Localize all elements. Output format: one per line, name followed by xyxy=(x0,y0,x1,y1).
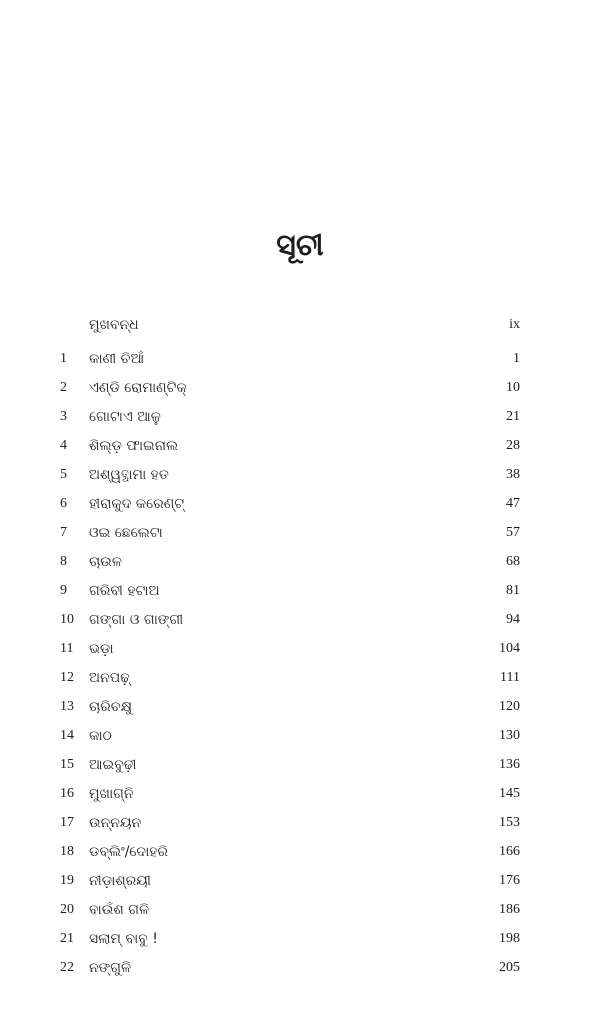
toc-entry-title: ସଲାମ୍ ବାବୁ ! xyxy=(89,931,158,947)
toc-entry-number: 5 xyxy=(60,467,67,482)
toc-entry-page: 28 xyxy=(506,438,520,453)
toc-row-17[interactable] xyxy=(0,810,600,836)
toc-row-11[interactable] xyxy=(0,636,600,662)
toc-entry-number: 4 xyxy=(60,438,67,453)
toc-entry-number: 1 xyxy=(60,351,67,366)
toc-entry-number: 10 xyxy=(60,612,74,627)
toc-entry-page: 198 xyxy=(499,931,520,946)
toc-entry-number: 17 xyxy=(60,815,74,830)
toc-entry-page: 81 xyxy=(506,583,520,598)
toc-entry-page: 57 xyxy=(506,525,520,540)
toc-row-6[interactable] xyxy=(0,491,600,517)
toc-entry-number: 15 xyxy=(60,757,74,772)
toc-entry-number: 18 xyxy=(60,844,74,859)
toc-entry-number: 8 xyxy=(60,554,67,569)
toc-entry-title: କାଣୀ ଚିଆଁ xyxy=(89,351,145,367)
toc-entry-number: 7 xyxy=(60,525,67,540)
toc-entry-title: ଡବ୍ଲିଂ/ଦୋହରି xyxy=(89,844,169,860)
toc-row-7[interactable] xyxy=(0,520,600,546)
toc-entry-title: ଶିଲ୍ଡ଼ ଫାଇନାଲ xyxy=(89,438,179,454)
toc-entry-title: ଉନ୍ନୟନ xyxy=(89,815,142,831)
toc-entry-title: ନୀଡ଼ାଶ୍ରୟୀ xyxy=(89,873,151,889)
toc-entry-page: 145 xyxy=(499,786,520,801)
toc-row-20[interactable] xyxy=(0,897,600,923)
toc-row-19[interactable] xyxy=(0,868,600,894)
toc-entry-number: 9 xyxy=(60,583,67,598)
toc-row-8[interactable] xyxy=(0,549,600,575)
toc-row-2[interactable] xyxy=(0,375,600,401)
toc-row-1[interactable] xyxy=(0,346,600,372)
toc-entry-page: 104 xyxy=(499,641,520,656)
toc-preface-row[interactable] xyxy=(0,312,600,338)
toc-entry-title: ଗରିବୀ ହଟାଅ xyxy=(89,583,160,599)
toc-entry-title: ହୀରାକୁଦ କରେଣ୍ଟ୍ xyxy=(89,496,185,512)
toc-entry-number: 3 xyxy=(60,409,67,424)
toc-entry-title: ଅଶ୍ୱତ୍ଥାମା ହତ xyxy=(89,467,169,483)
toc-entry-number: 11 xyxy=(60,641,74,656)
toc-row-14[interactable] xyxy=(0,723,600,749)
toc-entry-page: 21 xyxy=(506,409,520,424)
toc-entry-number: 21 xyxy=(60,931,74,946)
toc-entry-title: ଚାରିଚକ୍ଷୁ xyxy=(89,699,133,715)
toc-entry-page: 186 xyxy=(499,902,520,917)
toc-entry-number: 12 xyxy=(60,670,74,685)
toc-entry-title: ନଙ୍ଗୁଳି xyxy=(89,960,132,976)
toc-entry-title: ଓଇ ଛେଲେଟା xyxy=(89,525,163,541)
toc-entry-page: 153 xyxy=(499,815,520,830)
toc-entry-page: 38 xyxy=(506,467,520,482)
toc-entry-page: 47 xyxy=(506,496,520,511)
toc-entry-number: 2 xyxy=(60,380,67,395)
page-title: ସୂଚୀ xyxy=(276,228,324,263)
toc-entry-title: ବାଉଁଶ ଗଳି xyxy=(89,902,150,918)
toc-entry-number: 20 xyxy=(60,902,74,917)
toc-entry-number: 19 xyxy=(60,873,74,888)
toc-row-21[interactable] xyxy=(0,926,600,952)
toc-entry-number: 22 xyxy=(60,960,74,975)
toc-entry-title: ଆଇବୁଢ଼ୀ xyxy=(89,757,137,773)
toc-entry-title: ଭଡ଼ା xyxy=(89,641,114,657)
toc-entry-number: 6 xyxy=(60,496,67,511)
toc-preface-page: ix xyxy=(509,317,520,332)
toc-row-16[interactable] xyxy=(0,781,600,807)
toc-entry-page: 176 xyxy=(499,873,520,888)
toc-entry-page: 120 xyxy=(499,699,520,714)
toc-row-18[interactable] xyxy=(0,839,600,865)
toc-row-10[interactable] xyxy=(0,607,600,633)
toc-row-22[interactable] xyxy=(0,955,600,981)
toc-entry-number: 13 xyxy=(60,699,74,714)
toc-entry-number: 16 xyxy=(60,786,74,801)
toc-row-12[interactable] xyxy=(0,665,600,691)
toc-entry-page: 68 xyxy=(506,554,520,569)
toc-entry-page: 205 xyxy=(499,960,520,975)
toc-entry-page: 136 xyxy=(499,757,520,772)
toc-preface-title: ମୁଖବନ୍ଧ xyxy=(89,317,139,333)
toc-entry-page: 1 xyxy=(513,351,520,366)
toc-entry-number: 14 xyxy=(60,728,74,743)
toc-row-15[interactable] xyxy=(0,752,600,778)
toc-entry-page: 130 xyxy=(499,728,520,743)
toc-row-3[interactable] xyxy=(0,404,600,430)
toc-entry-title: ଗୋଟାଏ ଆଳୁ xyxy=(89,409,161,425)
toc-entry-page: 94 xyxy=(506,612,520,627)
toc-row-5[interactable] xyxy=(0,462,600,488)
toc-row-13[interactable] xyxy=(0,694,600,720)
toc-entry-title: ଅନପଢ଼୍ xyxy=(89,670,130,686)
toc-entry-title: ଗଙ୍ଗା ଓ ଗାଙ୍ଗୀ xyxy=(89,612,184,628)
toc-entry-page: 111 xyxy=(500,670,520,685)
toc-entry-title: ମୁଖାଗ୍ନି xyxy=(89,786,134,802)
toc-entry-page: 166 xyxy=(499,844,520,859)
toc-entry-title: କାଠ xyxy=(89,728,112,744)
toc-entry-title: ଚାଉଳ xyxy=(89,554,122,570)
toc-entry-title: ଏଣ୍ଡି ରୋମାଣ୍ଟିକ୍ xyxy=(89,380,187,396)
toc-row-9[interactable] xyxy=(0,578,600,604)
toc-entry-page: 10 xyxy=(506,380,520,395)
toc-row-4[interactable] xyxy=(0,433,600,459)
